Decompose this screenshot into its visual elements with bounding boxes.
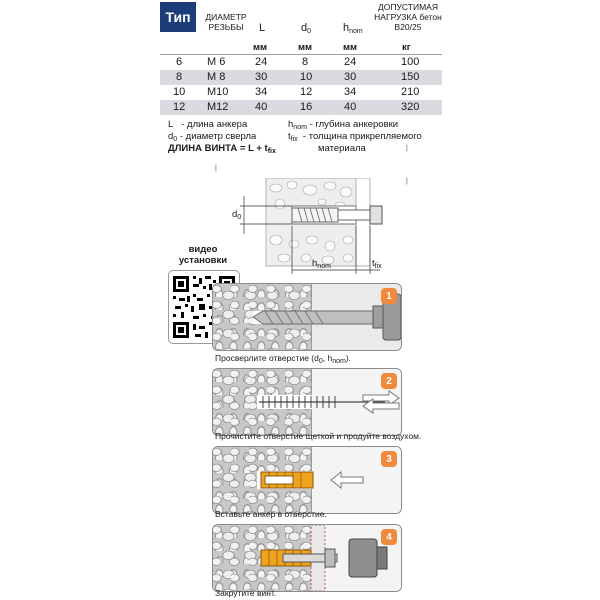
- step-1-caption-text-a: Просверлите отверстие (d: [215, 353, 319, 363]
- step-2-caption: Прочистите отверстие щеткой и продуйте воздухом.: [215, 431, 422, 441]
- unit-drill: мм: [298, 42, 313, 53]
- hnom-label-sub: nom: [317, 263, 331, 270]
- step-1-caption-sub-b: nom: [332, 358, 346, 365]
- thread-diameter-header: ДИАМЕТР РЕЗЬБЫ: [205, 12, 247, 32]
- brush-illustration: [213, 369, 401, 435]
- allowed-load-header: ДОПУСТИМАЯ НАГРУЗКА бетон B20/25: [374, 2, 442, 32]
- step-1-caption: [215, 353, 351, 365]
- video-install-label: видео установки: [178, 244, 228, 266]
- step-1-caption-text-b: , h: [322, 353, 333, 363]
- print-mark: |: [215, 165, 217, 172]
- screw-head-icon: [325, 549, 335, 567]
- legend-rule-sub: fix: [267, 148, 276, 155]
- legend-screw-length-rule: [168, 143, 276, 158]
- tighten-screw-illustration: [213, 525, 401, 591]
- cell-thread: М10: [207, 86, 229, 98]
- cell-L: 24: [255, 56, 268, 68]
- fixture-plate: [356, 178, 370, 266]
- d0-label-symbol: d: [232, 209, 238, 220]
- step-1-number-badge: 1: [381, 288, 397, 304]
- d0-label-sub: 0: [237, 214, 242, 221]
- tfix-label-symbol: t: [372, 258, 375, 269]
- cell-type: 12: [173, 101, 186, 113]
- cell-thread: М 6: [207, 56, 226, 68]
- legend-depth-symbol: h: [288, 119, 294, 130]
- table-row: [160, 100, 442, 115]
- table-row: [160, 85, 442, 100]
- anchor-depth-header: [343, 22, 363, 35]
- type-header-label: Тип: [165, 9, 191, 25]
- d0-dimension-label: [232, 209, 241, 221]
- legend-length-symbol: L: [168, 119, 174, 130]
- cell-h: 40: [344, 101, 357, 113]
- tfix-dimension-label: [372, 258, 382, 270]
- tfix-label-sub: fix: [374, 263, 382, 270]
- unit-load: кг: [402, 42, 411, 53]
- step-4-caption: Закрутите винт.: [215, 588, 277, 598]
- step-1-caption-sub-a: 0: [318, 358, 323, 365]
- print-mark: |: [406, 145, 408, 152]
- cell-d0: 10: [300, 71, 313, 83]
- legend-depth-sub: nom: [293, 124, 307, 131]
- cell-d0: 12: [300, 86, 313, 98]
- anchor-depth-header-symbol: h: [343, 22, 350, 34]
- legend-rule-text: ДЛИНА ВИНТА = L + t: [168, 143, 268, 154]
- drill-diameter-header: [301, 22, 311, 35]
- cell-type: 8: [176, 71, 183, 83]
- step-2-panel: [212, 368, 402, 436]
- legend-thickness-symbol: t: [288, 131, 291, 142]
- cell-h: 24: [344, 56, 357, 68]
- step-4-panel: [212, 524, 402, 592]
- cell-type: 6: [176, 56, 183, 68]
- cell-type: 10: [173, 86, 186, 98]
- cell-L: 30: [255, 71, 268, 83]
- legend-drill-sub: 0: [173, 136, 178, 143]
- step-3-number-badge: 3: [381, 451, 397, 467]
- cell-h: 34: [344, 86, 357, 98]
- legend-length: [168, 119, 247, 131]
- step-3-panel: [212, 446, 402, 514]
- drill-bit-icon: [253, 311, 373, 324]
- cell-load: 150: [401, 71, 420, 83]
- length-header: L: [259, 22, 266, 34]
- legend-drill-text: - диаметр сверла: [179, 131, 257, 142]
- print-mark: |: [406, 178, 408, 185]
- cell-load: 100: [401, 56, 420, 68]
- cell-d0: 8: [302, 56, 309, 68]
- cell-load: 320: [401, 101, 420, 113]
- table-row: [160, 55, 442, 70]
- step-3-caption: Вставьте анкер в отверстие.: [215, 509, 327, 519]
- type-header-badge: [160, 2, 196, 32]
- unit-length: мм: [253, 42, 268, 53]
- legend-length-text: - длина анкера: [181, 119, 248, 130]
- drill-illustration: [213, 284, 401, 350]
- drill-diameter-header-symbol: d: [301, 22, 308, 34]
- anchor-depth-header-sub: nom: [349, 28, 363, 35]
- cell-thread: М12: [207, 101, 229, 113]
- cell-d0: 16: [300, 101, 313, 113]
- hnom-dimension-label: [312, 258, 331, 270]
- legend-drill-symbol: d: [168, 131, 174, 142]
- table-row: [160, 70, 442, 85]
- cell-L: 40: [255, 101, 268, 113]
- screw-shank: [338, 210, 370, 220]
- unit-depth: мм: [343, 42, 358, 53]
- screw-head: [370, 206, 382, 224]
- screwdriver-icon: [349, 539, 377, 577]
- step-1-panel: [212, 283, 402, 351]
- step-2-number-badge: 2: [381, 373, 397, 389]
- cell-thread: М 8: [207, 71, 226, 83]
- step-1-caption-text-c: ).: [345, 353, 352, 363]
- step-4-number-badge: 4: [381, 529, 397, 545]
- arrow-left-icon: [331, 472, 363, 488]
- legend-thickness-cont: материала: [318, 143, 366, 154]
- cell-load: 210: [401, 86, 420, 98]
- insert-anchor-illustration: [213, 447, 401, 513]
- legend-thickness-text: - толщина прикрепляемого: [302, 131, 422, 142]
- drill-diameter-header-sub: 0: [307, 28, 312, 35]
- legend-thickness-sub: fix: [290, 136, 298, 143]
- legend-depth-text: - глубина анкеровки: [309, 119, 399, 130]
- cell-h: 30: [344, 71, 357, 83]
- hnom-label-symbol: h: [312, 258, 318, 269]
- instruction-sheet: [160, 0, 442, 600]
- cell-L: 34: [255, 86, 268, 98]
